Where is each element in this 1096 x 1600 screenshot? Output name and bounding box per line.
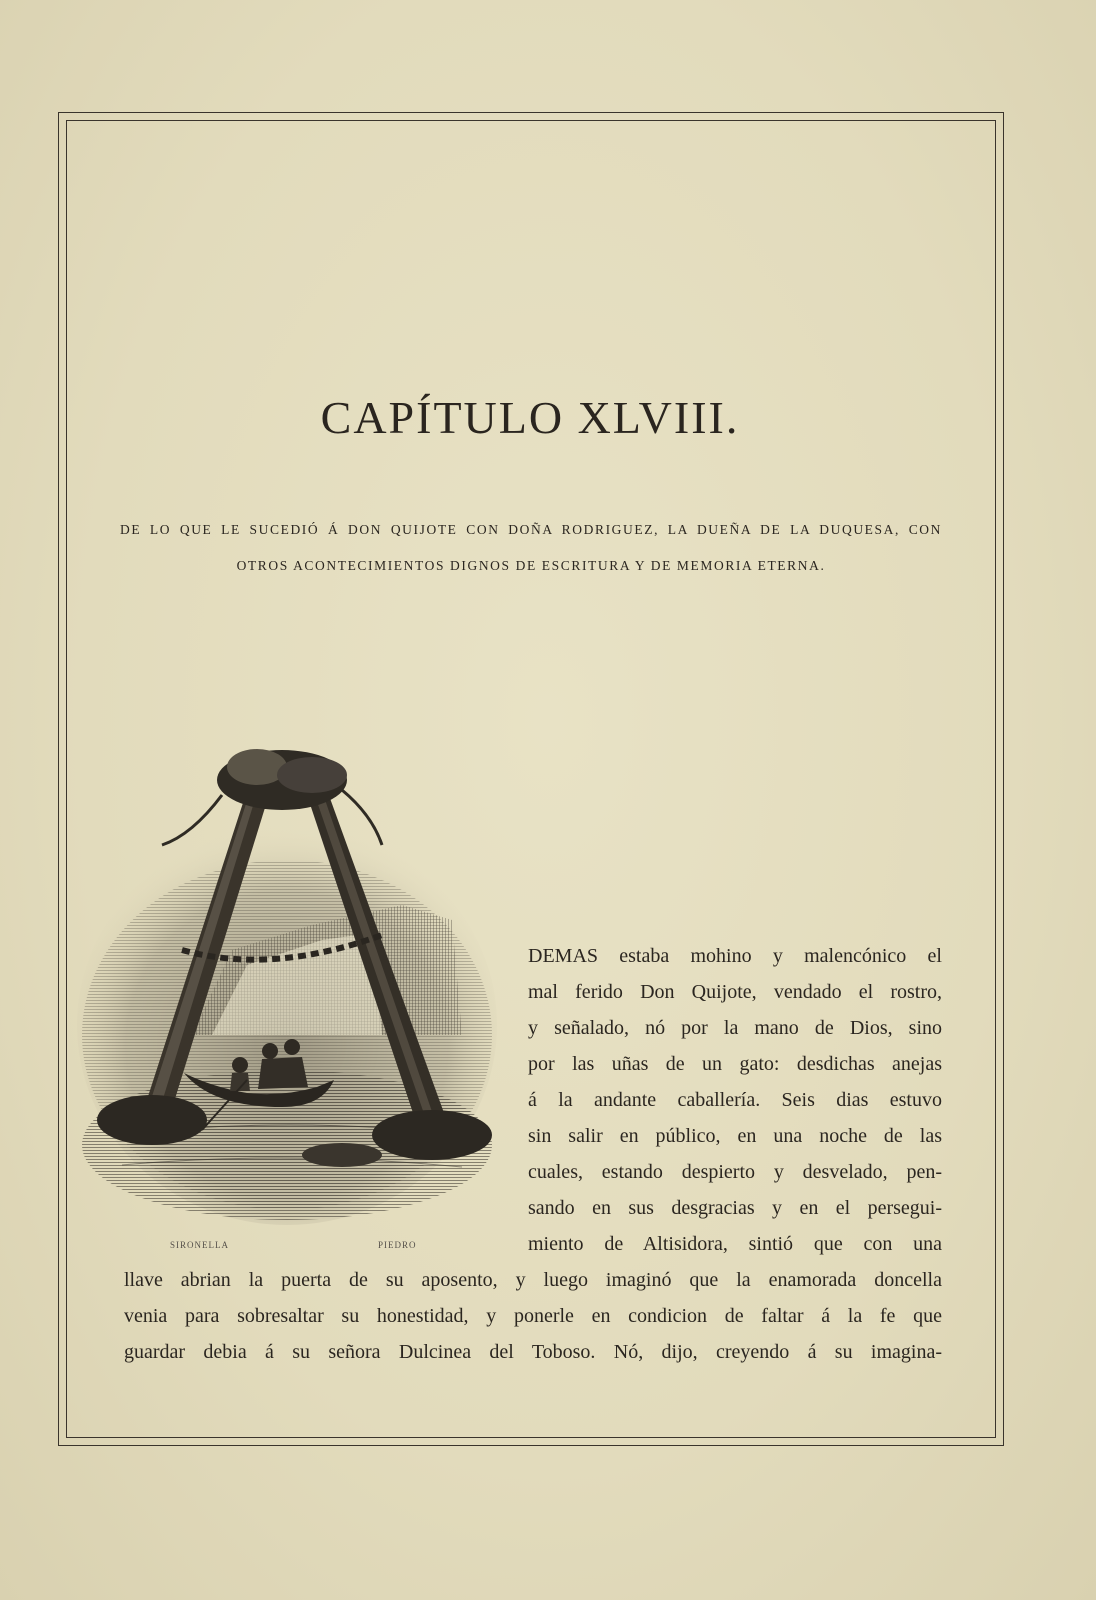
chapter-summary-line-1: DE LO QUE LE SUCEDIÓ Á DON QUIJOTE CON DOÑA RODRIGUEZ, LA DUEÑA DE LA DUQUESA, CON (120, 522, 942, 537)
chapter-summary-line-2: OTROS ACONTECIMIENTOS DIGNOS DE ESCRITURA Y DE MEMORIA ETERNA. (236, 558, 826, 573)
drop-cap-illustration (72, 735, 512, 1235)
text-line-5: á la andante caballería. Seis dias estuvo (528, 1089, 942, 1111)
text-line-1: DEMAS estaba mohino y malencónico el (528, 945, 942, 967)
text-line-6: sin salir en público, en una noche de las (528, 1125, 942, 1147)
engraver-signature-right: PIEDRO (378, 1240, 417, 1250)
text-line-4: por las uñas de un gato: desdichas anejas (528, 1053, 942, 1075)
chapter-summary (120, 512, 942, 584)
chapter-title: CAPÍTULO XLVIII. (320, 391, 740, 443)
text-line-7: cuales, estando despierto y desvelado, pen- (528, 1161, 942, 1183)
text-line-8: sando en sus desgracias y en el persegui- (528, 1197, 942, 1219)
engraver-signature-left: SIRONELLA (170, 1240, 229, 1250)
text-line-11: venia para sobresaltar su honestidad, y ponerle en condicion de faltar á la fe que (124, 1305, 942, 1327)
text-line-10: llave abrian la puerta de su aposento, y luego imaginó que la enamorada doncella (124, 1269, 942, 1291)
text-line-2: mal ferido Don Quijote, vendado el rostro, (528, 981, 942, 1003)
text-line-9: miento de Altisidora, sintió que con una (528, 1233, 942, 1255)
text-line-12: guardar debia á su señora Dulcinea del Toboso. Nó, dijo, creyendo á su imagina- (124, 1341, 942, 1363)
text-line-3: y señalado, nó por la mano de Dios, sino (528, 1017, 942, 1039)
